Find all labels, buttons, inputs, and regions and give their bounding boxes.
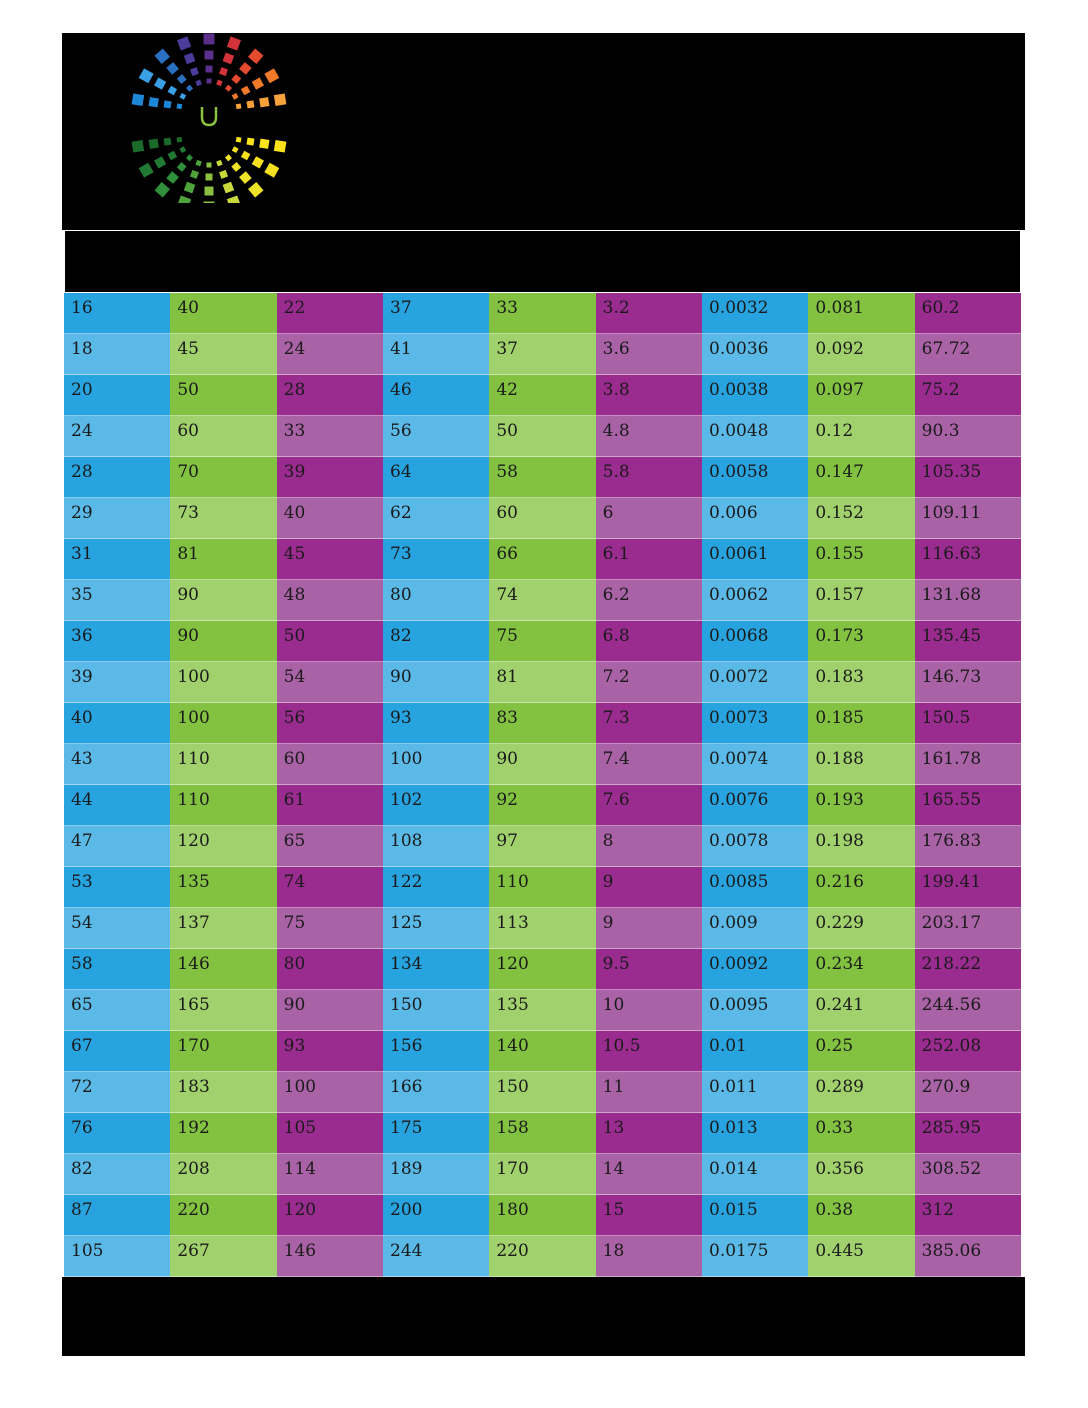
logo-square	[186, 85, 193, 92]
table-cell: 244.56	[915, 990, 1021, 1031]
table-cell: 7.2	[596, 662, 702, 703]
table-cell: 82	[383, 621, 489, 662]
table-cell: 180	[489, 1195, 595, 1236]
table-cell: 37	[383, 293, 489, 334]
logo-square	[205, 51, 214, 60]
table-cell: 125	[383, 908, 489, 949]
logo-square	[259, 139, 269, 149]
table-cell: 58	[489, 457, 595, 498]
table-cell: 270.9	[915, 1072, 1021, 1113]
table-cell: 150.5	[915, 703, 1021, 744]
table-cell: 24	[277, 334, 383, 375]
table-cell: 192	[170, 1113, 276, 1154]
table-cell: 0.006	[702, 498, 808, 539]
table-cell: 62	[383, 498, 489, 539]
table-cell: 267	[170, 1236, 276, 1277]
table-cell: 48	[277, 580, 383, 621]
table-cell: 54	[64, 908, 170, 949]
logo-square	[154, 78, 166, 90]
table-cell: 0.0074	[702, 744, 808, 785]
table-cell: 165.55	[915, 785, 1021, 826]
table-cell: 189	[383, 1154, 489, 1195]
logo-square	[149, 139, 159, 149]
table-cell: 0.0092	[702, 949, 808, 990]
table-cell: 39	[277, 457, 383, 498]
table-cell: 100	[277, 1072, 383, 1113]
table-cell: 90.3	[915, 416, 1021, 457]
table-cell: 252.08	[915, 1031, 1021, 1072]
table-cell: 37	[489, 334, 595, 375]
table-cell: 20	[64, 375, 170, 416]
table-cell: 40	[64, 703, 170, 744]
table-cell: 146.73	[915, 662, 1021, 703]
logo-square	[168, 86, 178, 96]
table-cell: 0.0058	[702, 457, 808, 498]
table-cell: 113	[489, 908, 595, 949]
table-cell: 60.2	[915, 293, 1021, 334]
table-cell: 33	[489, 293, 595, 334]
table-cell: 150	[383, 990, 489, 1031]
table-cell: 24	[64, 416, 170, 457]
logo-square	[177, 36, 191, 50]
logo-square	[223, 53, 235, 65]
table-cell: 158	[489, 1113, 595, 1154]
table-cell: 134	[383, 949, 489, 990]
table-cell: 105	[277, 1113, 383, 1154]
table-cell: 80	[277, 949, 383, 990]
table-cell: 0.0073	[702, 703, 808, 744]
table-cell: 0.183	[808, 662, 914, 703]
table-cell: 199.41	[915, 867, 1021, 908]
logo-square	[166, 171, 179, 184]
table-cell: 90	[170, 580, 276, 621]
table-cell: 220	[170, 1195, 276, 1236]
table-cell: 0.0095	[702, 990, 808, 1031]
table-cell: 0.152	[808, 498, 914, 539]
table-cell: 0.0078	[702, 826, 808, 867]
table-cell: 0.193	[808, 785, 914, 826]
logo-square	[274, 140, 287, 153]
table-cell: 105.35	[915, 457, 1021, 498]
table-cell: 0.0061	[702, 539, 808, 580]
logo-square	[184, 53, 196, 65]
logo-square	[177, 103, 183, 109]
table-cell: 93	[277, 1031, 383, 1072]
logo-square	[139, 163, 154, 178]
logo-square	[216, 160, 222, 166]
table-cell: 6.2	[596, 580, 702, 621]
table-cell: 0.0048	[702, 416, 808, 457]
table-cell: 0.289	[808, 1072, 914, 1113]
table-cell: 218.22	[915, 949, 1021, 990]
logo-square	[225, 154, 232, 161]
table-cell: 7.3	[596, 703, 702, 744]
table-cell: 108	[383, 826, 489, 867]
logo-square	[204, 202, 215, 204]
table-cell: 90	[383, 662, 489, 703]
table-cell: 176.83	[915, 826, 1021, 867]
table-cell: 10.5	[596, 1031, 702, 1072]
logo-square	[248, 48, 264, 64]
logo-square	[195, 160, 201, 166]
table-cell: 285.95	[915, 1113, 1021, 1154]
logo-square	[204, 34, 215, 45]
table-cell: 15	[596, 1195, 702, 1236]
logo-square	[132, 93, 145, 106]
table-cell: 58	[64, 949, 170, 990]
logo-square	[219, 170, 228, 179]
table-cell: 161.78	[915, 744, 1021, 785]
table-cell: 0.25	[808, 1031, 914, 1072]
table-cell: 0.0085	[702, 867, 808, 908]
logo-square	[216, 80, 222, 86]
logo-square	[232, 93, 239, 100]
logo-square	[241, 151, 251, 161]
table-cell: 8	[596, 826, 702, 867]
table-cell: 73	[170, 498, 276, 539]
table-cell: 183	[170, 1072, 276, 1113]
logo-square	[264, 163, 279, 178]
table-cell: 45	[277, 539, 383, 580]
table-cell: 208	[170, 1154, 276, 1195]
table-cell: 116.63	[915, 539, 1021, 580]
table-cell: 39	[64, 662, 170, 703]
table-cell: 110	[489, 867, 595, 908]
table-cell: 109.11	[915, 498, 1021, 539]
table-cell: 9	[596, 867, 702, 908]
table-cell: 28	[277, 375, 383, 416]
table-cell: 65	[64, 990, 170, 1031]
table-cell: 0.216	[808, 867, 914, 908]
logo-square	[246, 100, 254, 108]
logo-square	[227, 195, 241, 203]
logo-square	[179, 93, 186, 100]
table-cell: 9	[596, 908, 702, 949]
table-cell: 100	[170, 703, 276, 744]
table-cell: 0.0038	[702, 375, 808, 416]
table-cell: 165	[170, 990, 276, 1031]
table-cell: 3.6	[596, 334, 702, 375]
table-cell: 140	[489, 1031, 595, 1072]
table-cell: 60	[277, 744, 383, 785]
logo-u-mark	[202, 107, 216, 125]
logo-square	[241, 86, 251, 96]
table-cell: 56	[277, 703, 383, 744]
table-cell: 0.38	[808, 1195, 914, 1236]
table-cell: 137	[170, 908, 276, 949]
table-cell: 67.72	[915, 334, 1021, 375]
table-cell: 150	[489, 1072, 595, 1113]
table-cell: 110	[170, 744, 276, 785]
table-cell: 120	[277, 1195, 383, 1236]
table-cell: 0.185	[808, 703, 914, 744]
table-cell: 36	[64, 621, 170, 662]
table-cell: 0.147	[808, 457, 914, 498]
table-cell: 16	[64, 293, 170, 334]
table-cell: 110	[170, 785, 276, 826]
table-cell: 65	[277, 826, 383, 867]
table-cell: 0.0036	[702, 334, 808, 375]
table-cell: 122	[383, 867, 489, 908]
table-cell: 120	[489, 949, 595, 990]
table-cell: 70	[170, 457, 276, 498]
table-cell: 100	[170, 662, 276, 703]
table-cell: 18	[64, 334, 170, 375]
table-cell: 0.009	[702, 908, 808, 949]
table-cell: 90	[489, 744, 595, 785]
logo-square	[236, 137, 242, 143]
table-cell: 47	[64, 826, 170, 867]
table-cell: 50	[170, 375, 276, 416]
table-cell: 0.356	[808, 1154, 914, 1195]
table-cell: 56	[383, 416, 489, 457]
table-cell: 3.8	[596, 375, 702, 416]
table-cell: 131.68	[915, 580, 1021, 621]
table-cell: 220	[489, 1236, 595, 1277]
table-cell: 44	[64, 785, 170, 826]
table-cell: 0.01	[702, 1031, 808, 1072]
table-cell: 5.8	[596, 457, 702, 498]
table-cell: 73	[383, 539, 489, 580]
logo-square	[207, 163, 212, 168]
table-cell: 66	[489, 539, 595, 580]
table-cell: 102	[383, 785, 489, 826]
table-cell: 135	[489, 990, 595, 1031]
table-cell: 0.12	[808, 416, 914, 457]
logo-square	[177, 137, 183, 143]
logo-square	[154, 156, 166, 168]
table-cell: 60	[489, 498, 595, 539]
logo-square	[246, 138, 254, 146]
table-cell: 31	[64, 539, 170, 580]
table-cell: 0.013	[702, 1113, 808, 1154]
logo-square	[139, 68, 154, 83]
logo-square	[227, 36, 241, 50]
table-cell: 50	[277, 621, 383, 662]
logo-square	[239, 171, 252, 184]
table-cell: 0.157	[808, 580, 914, 621]
table-cell: 6	[596, 498, 702, 539]
table-cell: 76	[64, 1113, 170, 1154]
table-cell: 50	[489, 416, 595, 457]
table-cell: 74	[277, 867, 383, 908]
table-cell: 0.0068	[702, 621, 808, 662]
table-cell: 0.014	[702, 1154, 808, 1195]
logo-square	[177, 162, 187, 172]
radial-color-burst-logo-icon	[124, 33, 294, 203]
logo-square	[252, 78, 264, 90]
logo-square	[239, 62, 252, 75]
logo-square	[205, 187, 214, 196]
logo-square	[154, 182, 170, 198]
logo-square	[232, 146, 239, 153]
table-cell: 64	[383, 457, 489, 498]
table-cell: 0.33	[808, 1113, 914, 1154]
table-cell: 105	[64, 1236, 170, 1277]
table-cell: 114	[277, 1154, 383, 1195]
logo-square	[190, 170, 199, 179]
table-cell: 170	[170, 1031, 276, 1072]
table-cell: 92	[489, 785, 595, 826]
table-cell: 175	[383, 1113, 489, 1154]
table-cell: 0.241	[808, 990, 914, 1031]
table-cell: 61	[277, 785, 383, 826]
table-cell: 166	[383, 1072, 489, 1113]
table-cell: 97	[489, 826, 595, 867]
table-cell: 6.1	[596, 539, 702, 580]
table-cell: 6.8	[596, 621, 702, 662]
table-cell: 146	[170, 949, 276, 990]
table-cell: 7.6	[596, 785, 702, 826]
table-cell: 75	[277, 908, 383, 949]
table-cell: 0.011	[702, 1072, 808, 1113]
table-cell: 0.188	[808, 744, 914, 785]
table-cell: 35	[64, 580, 170, 621]
table-cell: 244	[383, 1236, 489, 1277]
table-cell: 81	[170, 539, 276, 580]
table-cell: 74	[489, 580, 595, 621]
logo-square	[219, 67, 228, 76]
table-cell: 0.092	[808, 334, 914, 375]
table-cell: 90	[170, 621, 276, 662]
table-cell: 13	[596, 1113, 702, 1154]
table-cell: 0.234	[808, 949, 914, 990]
header-banner	[62, 33, 1025, 230]
logo-square	[177, 74, 187, 84]
table-cell: 0.0175	[702, 1236, 808, 1277]
logo-square	[179, 146, 186, 153]
table-cell: 200	[383, 1195, 489, 1236]
table-cell: 40	[170, 293, 276, 334]
logo-square	[231, 74, 241, 84]
table-cell: 0.0076	[702, 785, 808, 826]
table-cell: 135.45	[915, 621, 1021, 662]
table-cell: 0.173	[808, 621, 914, 662]
table-cell: 53	[64, 867, 170, 908]
table-cell: 10	[596, 990, 702, 1031]
table-cell: 42	[489, 375, 595, 416]
table-cell: 156	[383, 1031, 489, 1072]
logo-square	[264, 68, 279, 83]
table-cell: 67	[64, 1031, 170, 1072]
table-cell: 170	[489, 1154, 595, 1195]
table-cell: 45	[170, 334, 276, 375]
table-cell: 203.17	[915, 908, 1021, 949]
logo-square	[164, 138, 172, 146]
footer-banner	[62, 1277, 1025, 1356]
table-cell: 7.4	[596, 744, 702, 785]
table-cell: 60	[170, 416, 276, 457]
logo-square	[206, 174, 213, 181]
table-cell: 29	[64, 498, 170, 539]
table-cell: 4.8	[596, 416, 702, 457]
table-cell: 100	[383, 744, 489, 785]
logo-square	[166, 62, 179, 75]
logo-square	[168, 151, 178, 161]
logo-square	[195, 80, 201, 86]
table-cell: 0.081	[808, 293, 914, 334]
logo-square	[186, 154, 193, 161]
table-cell: 312	[915, 1195, 1021, 1236]
logo-square	[231, 162, 241, 172]
table-cell: 33	[277, 416, 383, 457]
table-cell: 28	[64, 457, 170, 498]
table-cell: 9.5	[596, 949, 702, 990]
logo-square	[149, 97, 159, 107]
table-cell: 22	[277, 293, 383, 334]
table-cell: 0.015	[702, 1195, 808, 1236]
logo-square	[177, 195, 191, 203]
table-cell: 0.0032	[702, 293, 808, 334]
table-cell: 0.445	[808, 1236, 914, 1277]
logo-square	[252, 156, 264, 168]
table-cell: 0.0062	[702, 580, 808, 621]
table-cell: 81	[489, 662, 595, 703]
table-cell: 308.52	[915, 1154, 1021, 1195]
table-cell: 75	[489, 621, 595, 662]
logo-square	[259, 97, 269, 107]
table-cell: 11	[596, 1072, 702, 1113]
logo-square	[248, 182, 264, 198]
table-cell: 83	[489, 703, 595, 744]
table-cell: 75.2	[915, 375, 1021, 416]
data-table	[64, 293, 1021, 1277]
logo-square	[190, 67, 199, 76]
table-cell: 120	[170, 826, 276, 867]
logo-square	[207, 79, 212, 84]
column-header-bar	[64, 230, 1021, 293]
table-cell: 43	[64, 744, 170, 785]
table-cell: 0.097	[808, 375, 914, 416]
table-cell: 90	[277, 990, 383, 1031]
table-cell: 385.06	[915, 1236, 1021, 1277]
table-cell: 41	[383, 334, 489, 375]
table-cell: 3.2	[596, 293, 702, 334]
table-cell: 72	[64, 1072, 170, 1113]
logo-square	[184, 182, 196, 194]
logo-square	[154, 48, 170, 64]
table-cell: 93	[383, 703, 489, 744]
logo-square	[225, 85, 232, 92]
table-cell: 0.0072	[702, 662, 808, 703]
table-cell: 146	[277, 1236, 383, 1277]
logo-square	[164, 100, 172, 108]
table-cell: 135	[170, 867, 276, 908]
logo-square	[206, 66, 213, 73]
table-cell: 14	[596, 1154, 702, 1195]
logo-square	[223, 182, 235, 194]
table-cell: 0.155	[808, 539, 914, 580]
logo-square	[132, 140, 145, 153]
table-cell: 54	[277, 662, 383, 703]
logo-square	[236, 103, 242, 109]
table-cell: 18	[596, 1236, 702, 1277]
table-cell: 82	[64, 1154, 170, 1195]
logo-square	[274, 93, 287, 106]
table-cell: 87	[64, 1195, 170, 1236]
table-cell: 0.229	[808, 908, 914, 949]
table-cell: 46	[383, 375, 489, 416]
table-cell: 40	[277, 498, 383, 539]
table-cell: 80	[383, 580, 489, 621]
table-cell: 0.198	[808, 826, 914, 867]
